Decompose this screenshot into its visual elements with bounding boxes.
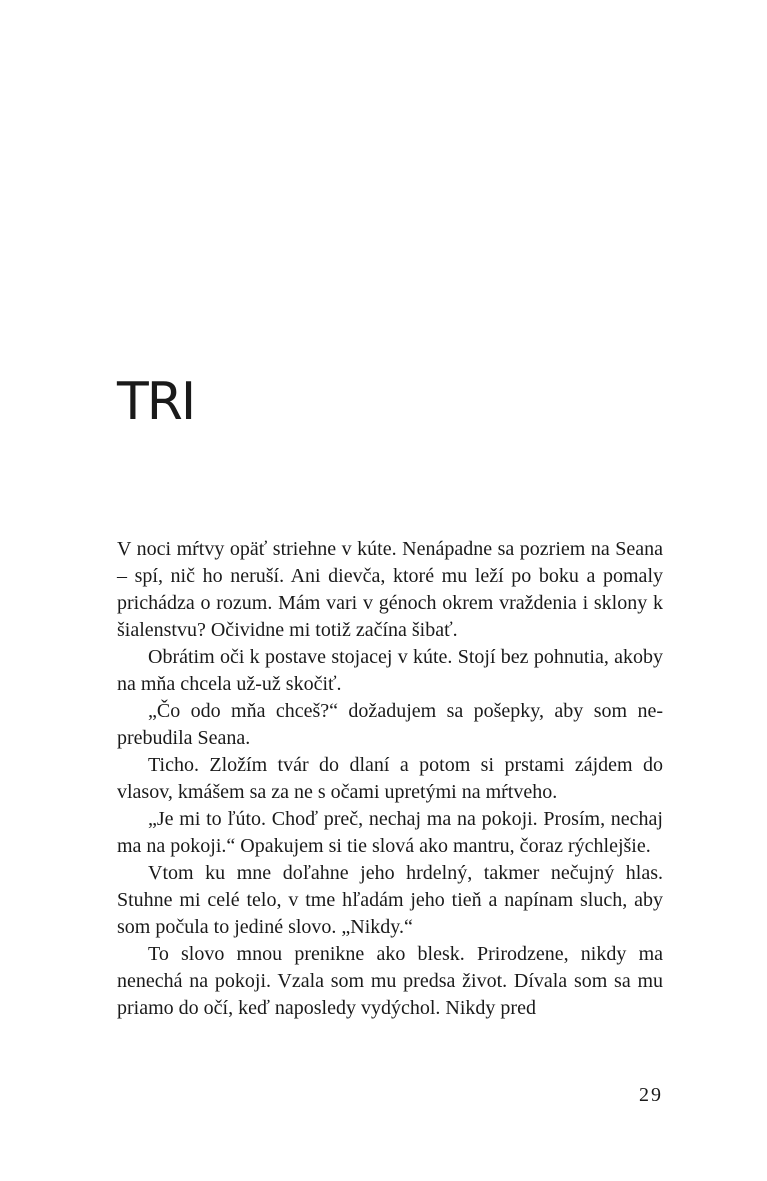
paragraph: Ticho. Zložím tvár do dlaní a potom si prstami zájdem do vlasov, kmášem sa za ne s očami upretými na mŕtveho. bbox=[117, 754, 663, 803]
paragraph: Obrátim oči k postave stojacej v kúte. Stojí bez pohnutia, akoby na mňa chcela už-už skočiť. bbox=[117, 646, 663, 695]
chapter-title: TRI bbox=[117, 372, 195, 432]
paragraph: „Čo odo mňa chceš?“ dožadujem sa pošepky, aby som neprebudila Seana. bbox=[117, 700, 663, 749]
chapter-body bbox=[117, 536, 663, 1022]
paragraph: To slovo mnou prenikne ako blesk. Prirodzene, nikdy ma nenechá na pokoji. Vzala som mu predsa život. Dívala som sa mu priamo do očí, keď naposledy vydýchol. Nikdy pred bbox=[117, 943, 663, 1019]
paragraph: „Je mi to ľúto. Choď preč, nechaj ma na pokoji. Prosím, nechaj ma na pokoji.“ Opakujem si tie slová ako mantru, čoraz rýchlejšie. bbox=[117, 808, 663, 857]
page-number: 29 bbox=[639, 1084, 663, 1106]
paragraph: V noci mŕtvy opäť striehne v kúte. Nenápadne sa pozriem na Seana – spí, nič ho neruší. Ani dievča, ktoré mu leží po boku a pomaly prichádza o rozum. Mám vari v génoch okrem vraždenia i sklony k šialenstvu? Očividne mi totiž začína šibať. bbox=[117, 538, 663, 641]
paragraph: Vtom ku mne doľahne jeho hrdelný, takmer nečujný hlas. Stuhne mi celé telo, v tme hľadám jeho tieň a napínam sluch, aby som počula to jediné slovo. „Nikdy.“ bbox=[117, 862, 663, 938]
